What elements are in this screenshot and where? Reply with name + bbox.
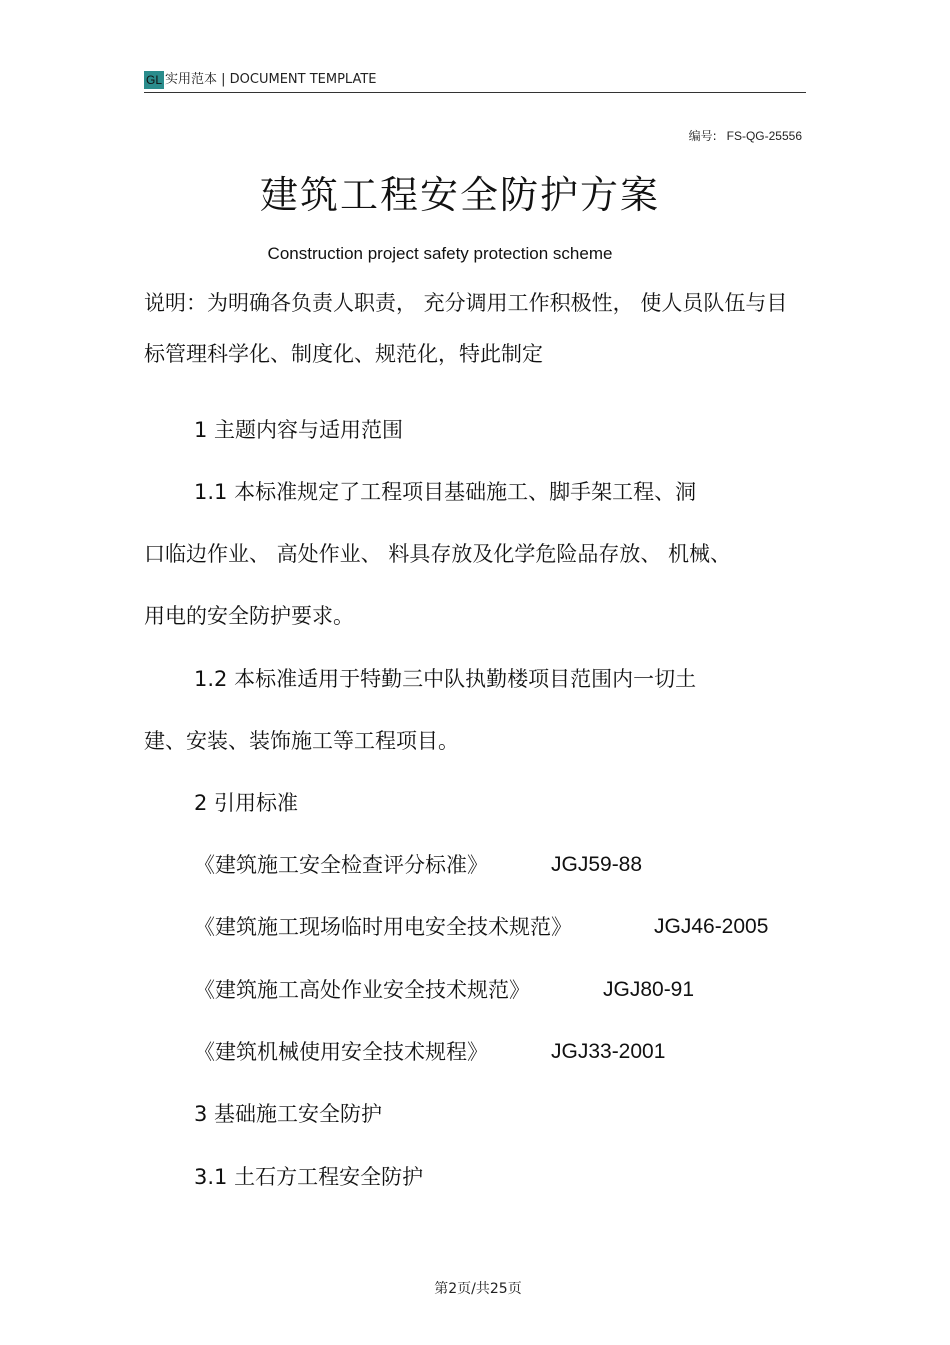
document-subtitle: Construction project safety protection scheme xyxy=(267,244,613,263)
clause-1-2-line-2: 建、安装、装饰施工等工程项目。 xyxy=(144,729,459,753)
section-3-heading: 3 基础施工安全防护 xyxy=(194,1102,383,1126)
clause-3-1-heading: 3.1 土石方工程安全防护 xyxy=(194,1165,424,1189)
header-text: 实用范本 | DOCUMENT TEMPLATE xyxy=(165,72,377,87)
document-number xyxy=(689,127,802,144)
section-1-heading: 1 主题内容与适用范围 xyxy=(194,418,404,442)
reference-code: JGJ59-88 xyxy=(551,853,643,876)
reference-name: 《建筑施工高处作业安全技术规范》 xyxy=(194,978,530,1002)
reference-name: 《建筑施工现场临时用电安全技术规范》 xyxy=(194,915,572,939)
clause-1-1-line-3: 用电的安全防护要求。 xyxy=(144,604,354,628)
document-number-value: FS-QG-25556 xyxy=(726,129,802,143)
document-title: 建筑工程安全防护方案 xyxy=(259,173,660,217)
clause-1-1-line-2: 口临边作业、 高处作业、 料具存放及化学危险品存放、 机械、 xyxy=(144,542,732,566)
reference-code: JGJ33-2001 xyxy=(551,1040,666,1063)
document-number-label: 编号: xyxy=(688,129,717,143)
intro-line-2: 标管理科学化、制度化、规范化，特此制定 xyxy=(144,342,543,366)
reference-code: JGJ80-91 xyxy=(603,978,695,1001)
section-2-heading: 2 引用标准 xyxy=(194,791,299,815)
reference-code: JGJ46-2005 xyxy=(654,915,769,938)
clause-1-1-line-1: 1.1 本标准规定了工程项目基础施工、脚手架工程、洞 xyxy=(194,480,697,504)
page-header xyxy=(144,70,806,93)
intro-line-1: 说明：为明确各负责人职责， 充分调用工作积极性， 使人员队伍与目 xyxy=(144,291,788,315)
reference-name: 《建筑施工安全检查评分标准》 xyxy=(194,853,488,877)
reference-name: 《建筑机械使用安全技术规程》 xyxy=(194,1040,488,1064)
page-footer: 第2页/共25页 xyxy=(434,1281,522,1297)
gl-logo: GL xyxy=(146,73,163,87)
clause-1-2-line-1: 1.2 本标准适用于特勤三中队执勤楼项目范围内一切土 xyxy=(194,667,697,691)
